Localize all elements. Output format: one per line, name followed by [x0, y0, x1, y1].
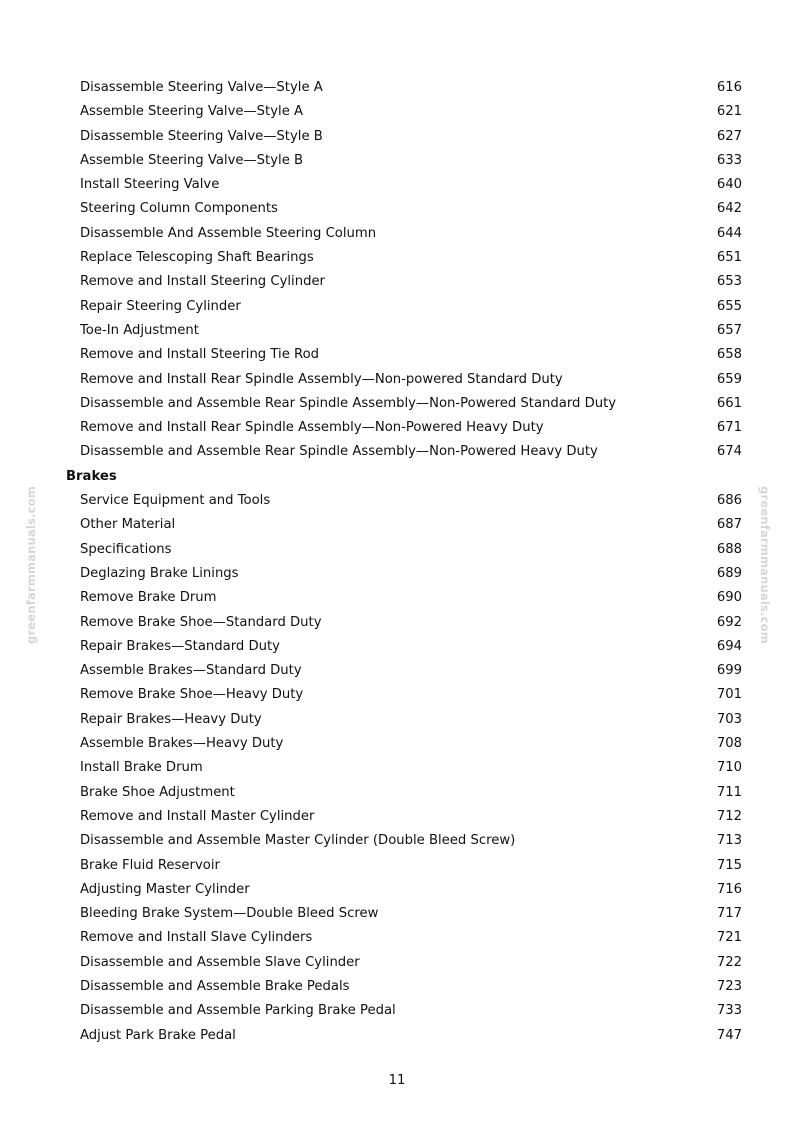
- toc-entry[interactable]: [0, 829, 794, 853]
- toc-entry[interactable]: [0, 975, 794, 999]
- toc-entry-title: Repair Steering Cylinder: [80, 298, 241, 314]
- toc-entry-title: Repair Brakes—Heavy Duty: [80, 711, 262, 727]
- toc-entry[interactable]: [0, 538, 794, 562]
- toc-entry[interactable]: [0, 611, 794, 635]
- toc-entry-title: Specifications: [80, 541, 172, 557]
- toc-entry-title: Assemble Steering Valve—Style B: [80, 152, 304, 168]
- toc-entry[interactable]: [0, 489, 794, 513]
- toc-entry[interactable]: [0, 392, 794, 416]
- section-heading-brakes: [0, 465, 794, 489]
- toc-entry-page-number: 712: [716, 808, 742, 824]
- toc-entry-title: Disassemble Steering Valve—Style B: [80, 128, 323, 144]
- toc-entry-page-number: 616: [716, 80, 742, 95]
- toc-entry-page-number: 721: [716, 930, 742, 946]
- toc-entry-title: Remove Brake Drum: [80, 590, 217, 606]
- toc-entry-page-number: 655: [716, 298, 742, 314]
- toc-entry-page-number: 651: [716, 250, 742, 266]
- toc-entry-page-number: 733: [716, 1003, 742, 1019]
- toc-entry-title: Disassemble and Assemble Slave Cylinder: [80, 954, 360, 970]
- toc-entry-page-number: 621: [716, 104, 742, 120]
- toc-entry[interactable]: [0, 781, 794, 805]
- table-of-contents: [0, 76, 794, 1048]
- toc-entry[interactable]: [0, 76, 794, 100]
- toc-entry[interactable]: [0, 100, 794, 124]
- toc-entry-title: Service Equipment and Tools: [80, 493, 271, 509]
- toc-entry-page-number: 701: [716, 687, 742, 703]
- toc-entry-title: Disassemble and Assemble Brake Pedals: [80, 978, 350, 994]
- toc-entry-title: Install Steering Valve: [80, 177, 220, 193]
- toc-entry[interactable]: [0, 270, 794, 294]
- toc-entry-page-number: 653: [716, 274, 742, 290]
- toc-entry-page-number: 710: [716, 760, 742, 776]
- toc-entry[interactable]: [0, 951, 794, 975]
- toc-entry[interactable]: [0, 902, 794, 926]
- toc-entry-title: Other Material: [80, 517, 176, 533]
- toc-entry-page-number: 717: [716, 906, 742, 922]
- toc-entry-title: Disassemble and Assemble Parking Brake Pedal: [80, 1003, 396, 1019]
- toc-entry-title: Remove and Install Steering Tie Rod: [80, 347, 320, 363]
- toc-entry[interactable]: [0, 926, 794, 950]
- toc-entry[interactable]: [0, 149, 794, 173]
- toc-entry[interactable]: [0, 659, 794, 683]
- toc-entry-page-number: 627: [716, 128, 742, 144]
- toc-entry-title: Remove and Install Rear Spindle Assembly—Non-powered Standard Duty: [80, 371, 563, 387]
- toc-entry[interactable]: [0, 197, 794, 221]
- toc-entry-title: Deglazing Brake Linings: [80, 565, 239, 581]
- toc-entry[interactable]: [0, 805, 794, 829]
- toc-entry-title: Steering Column Components: [80, 201, 278, 217]
- toc-entry-title: Disassemble Steering Valve—Style A: [80, 80, 323, 95]
- toc-entry-title: Adjust Park Brake Pedal: [80, 1027, 236, 1043]
- toc-entry-page-number: 722: [716, 954, 742, 970]
- page-number: 11: [388, 1073, 406, 1088]
- toc-entry-title: Assemble Brakes—Standard Duty: [80, 663, 302, 679]
- toc-entry-page-number: 674: [716, 444, 742, 460]
- toc-entry-page-number: 747: [716, 1027, 742, 1043]
- toc-entry[interactable]: [0, 708, 794, 732]
- toc-entry-page-number: 686: [716, 493, 742, 509]
- watermark-left: greenfarmmanuals.com: [24, 486, 38, 644]
- toc-entry-page-number: 715: [716, 857, 742, 873]
- toc-entry-title: Install Brake Drum: [80, 760, 203, 776]
- toc-entry[interactable]: [0, 635, 794, 659]
- toc-entry-page-number: 690: [716, 590, 742, 606]
- toc-entry-page-number: 640: [716, 177, 742, 193]
- toc-entry-page-number: 644: [716, 225, 742, 241]
- toc-entry[interactable]: [0, 246, 794, 270]
- toc-entry-title: Remove Brake Shoe—Heavy Duty: [80, 687, 304, 703]
- toc-entry-title: Adjusting Master Cylinder: [80, 881, 250, 897]
- toc-entry-title: Brake Fluid Reservoir: [80, 857, 220, 873]
- toc-entry-page-number: 713: [716, 833, 742, 849]
- toc-entry[interactable]: [0, 732, 794, 756]
- toc-entry-title: Assemble Brakes—Heavy Duty: [80, 736, 284, 752]
- toc-entry[interactable]: [0, 1024, 794, 1048]
- toc-entry-page-number: 657: [716, 322, 742, 338]
- toc-entry[interactable]: [0, 416, 794, 440]
- toc-entry-page-number: 723: [716, 978, 742, 994]
- toc-entry-page-number: 642: [716, 201, 742, 217]
- toc-entry-page-number: 694: [716, 638, 742, 654]
- toc-entry-page-number: 703: [716, 711, 742, 727]
- toc-entry-page-number: 711: [716, 784, 742, 800]
- toc-entry-page-number: 658: [716, 347, 742, 363]
- toc-entry-title: Remove and Install Master Cylinder: [80, 808, 315, 824]
- toc-entry[interactable]: [0, 683, 794, 707]
- toc-entry-title: Replace Telescoping Shaft Bearings: [80, 250, 314, 266]
- toc-entry-title: Remove and Install Steering Cylinder: [80, 274, 325, 290]
- toc-entry-title: Disassemble and Assemble Master Cylinder (Double Bleed Screw): [80, 833, 516, 849]
- toc-entry[interactable]: [0, 319, 794, 343]
- toc-entry-page-number: 659: [716, 371, 742, 387]
- toc-entry[interactable]: [0, 125, 794, 149]
- steering-entries-list: [0, 76, 794, 465]
- toc-entry[interactable]: [0, 440, 794, 464]
- toc-entry[interactable]: [0, 756, 794, 780]
- toc-entry[interactable]: [0, 999, 794, 1023]
- toc-entry-title: Brake Shoe Adjustment: [80, 784, 235, 800]
- toc-entry-title: Disassemble and Assemble Rear Spindle Assembly—Non-Powered Heavy Duty: [80, 444, 598, 460]
- toc-entry[interactable]: [0, 343, 794, 367]
- toc-entry[interactable]: [0, 878, 794, 902]
- toc-entry-page-number: 661: [716, 395, 742, 411]
- toc-entry-page-number: 688: [716, 541, 742, 557]
- toc-entry[interactable]: [0, 368, 794, 392]
- toc-entry-page-number: 692: [716, 614, 742, 630]
- toc-entry-page-number: 687: [716, 517, 742, 533]
- toc-entry-title: Disassemble And Assemble Steering Column: [80, 225, 377, 241]
- toc-entry-page-number: 708: [716, 736, 742, 752]
- toc-entry[interactable]: [0, 513, 794, 537]
- toc-entry[interactable]: [0, 295, 794, 319]
- toc-entry-page-number: 671: [716, 420, 742, 436]
- brakes-entries-list: [0, 489, 794, 1048]
- toc-entry-title: Remove and Install Rear Spindle Assembly—Non-Powered Heavy Duty: [80, 420, 544, 436]
- toc-entry-title: Remove Brake Shoe—Standard Duty: [80, 614, 322, 630]
- toc-entry-title: Disassemble and Assemble Rear Spindle Assembly—Non-Powered Standard Duty: [80, 395, 617, 411]
- toc-entry-title: Repair Brakes—Standard Duty: [80, 638, 280, 654]
- toc-entry[interactable]: [0, 562, 794, 586]
- watermark-right: greenfarmmanuals.com: [758, 486, 772, 644]
- toc-entry-title: Remove and Install Slave Cylinders: [80, 930, 313, 946]
- section-heading-label: Brakes: [66, 468, 117, 484]
- toc-entry-title: Assemble Steering Valve—Style A: [80, 104, 304, 120]
- toc-entry[interactable]: [0, 586, 794, 610]
- toc-entry-page-number: 699: [716, 663, 742, 679]
- toc-entry-page-number: 689: [716, 565, 742, 581]
- toc-entry-title: Bleeding Brake System—Double Bleed Screw: [80, 906, 379, 922]
- toc-entry[interactable]: [0, 173, 794, 197]
- toc-entry[interactable]: [0, 222, 794, 246]
- toc-entry-page-number: 716: [716, 881, 742, 897]
- toc-entry-page-number: 633: [716, 152, 742, 168]
- toc-entry[interactable]: [0, 854, 794, 878]
- toc-entry-title: Toe-In Adjustment: [80, 322, 199, 338]
